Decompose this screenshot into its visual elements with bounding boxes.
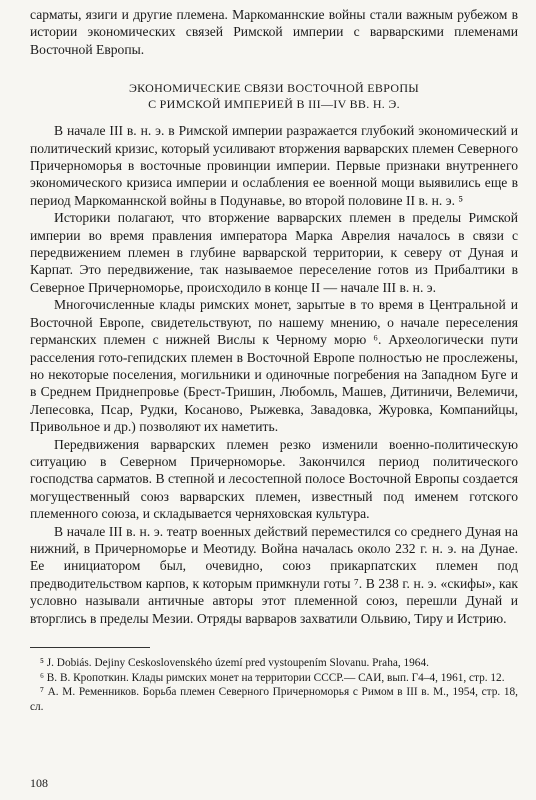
footnote-7: ⁷ А. М. Ременников. Борьба племен Северного Причерноморья с Римом в III в. М., 1954, стр. 18, сл. — [30, 686, 518, 713]
footnote-divider — [30, 647, 150, 648]
paragraph-5: В начале III в. н. э. театр военных действий переместился со среднего Дуная на нижний, в Причерноморье и Меотиду. Война началась около 232 г. н. э. на Дунае. Ее инициатором был, очевидно, союз прикарпатских племен под предводительством карпов, к которым примкнули готы ⁷. В 238 г. н. э. «скифы», как условно называли античные авторы этот племенной союз, перешли Дунай и вторглись в пределы Мезии. Отряды варваров захватили Ольвию, Тиру и Истрию. — [30, 523, 518, 626]
paragraph-3: Многочисленные клады римских монет, зарытые в то время в Центральной и Восточной Европе, свидетельствуют, по нашему мнению, о начале переселения германских племен с нижней Вислы к Черному морю ⁶. Археологически пути расселения гото-гепидских племен в Восточной Европе полностью не прослежены, но некоторые поселения, могильники и одиночные погребения на Западном Буге и в Среднем Приднепровье (Брест-Тришин, Любомль, Машев, Дитиничи, Велемичи, Лепесовка, Псар, Рудки, Косаново, Рыжевка, Завадовка, Журовка, Компанийцы, Привольное и др.) позволяют их наметить. — [30, 297, 518, 435]
heading-line-2: С РИМСКОЙ ИМПЕРИЕЙ В III—IV ВВ. Н. Э. — [148, 97, 400, 112]
section-heading — [30, 80, 518, 112]
page-body — [30, 6, 518, 714]
paragraph-4: Передвижения варварских племен резко изменили военно-политическую ситуацию в Северном Причерноморье. Закончился период политического господства сарматов. В степной и лесостепной полосе Восточной Европы создается могущественный союз варварских племен, известный под именем готского племенного союза, и складывается черняховская культура. — [30, 436, 518, 522]
paragraph-1: В начале III в. н. э. в Римской империи разражается глубокий экономический и политический кризис, который усиливают вторжения варварских племен Северного Причерноморья в восточные провинции империи. Первые признаки внутреннего экономического кризиса империи и ослабления ее военной мощи выявились еще в период Маркоманнской войны в Подунавье, во второй половине II в. н. э. ⁵ — [30, 123, 518, 208]
footnote-6: ⁶ В. В. Кропоткин. Клады римских монет на территории СССР.— САИ, вып. Г4–4, 1961, стр. 12. — [40, 671, 505, 684]
heading-line-1: ЭКОНОМИЧЕСКИЕ СВЯЗИ ВОСТОЧНОЙ ЕВРОПЫ — [128, 81, 420, 96]
paragraph-2: Историки полагают, что вторжение варварских племен в пределы Римской империи во время правления императора Марка Аврелия началось в связи с передвижением племен в глубине варварской территории, к северу от Дуная и Карпат. Это передвижение, так называемое переселение готов из Прибалтики в Северное Причерноморье, происходило в конце II — начале III в. н. э. — [30, 210, 518, 295]
intro-paragraph: сарматы, язиги и другие племена. Маркоманнские войны стали важным рубежом в истории экономических связей Римской империи с варварскими племенами Восточной Европы. — [30, 7, 518, 57]
page-number: 108 — [30, 776, 48, 790]
footnote-5: ⁵ J. Dobiás. Dejiny Ceskoslovenského území pred vystoupením Slovanu. Praha, 1964. — [40, 657, 429, 669]
